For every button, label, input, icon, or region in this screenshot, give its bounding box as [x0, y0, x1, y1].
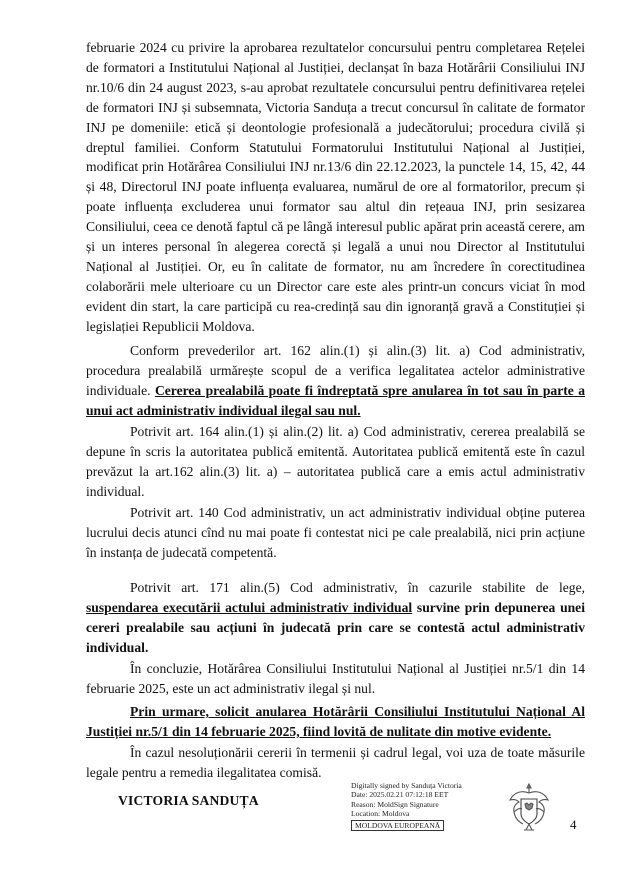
paragraph-request: Prin urmare, solicit anularea Hotărârii Consiliului Institutului Național Al Justiției nr.5/1 din 14 februarie 2025, fiind lovită de nulitate din motive evidente. — [86, 704, 585, 739]
paragraph-text: Potrivit art. 171 alin.(5) Cod administrativ, în cazurile stabilite de lege, — [130, 580, 585, 595]
paragraph-competition-context: februarie 2024 cu privire la aprobarea rezultatelor concursului pentru completarea Rețelei de formatori a Institutului Național al Justiției, declanșat în baza Hotărârii Consiliului INJ nr.10/6 din 24 august 2023, s-au aprobat rezultatele concursului pentru definitivarea rețelei de formatori INJ și subsemnata, Victoria Sanduța a trecut concursul în calitate de formator INJ pe domeniile: etică și deontologie profesională a judecătorului; procedura civilă și dreptul familiei. Conform Statutului Formatorului Institutului Național al Justiției, modificat prin Hotărârea Consiliului INJ nr.13/6 din 22.12.2023, la punctele 14, 15, 42, 44 și 48, Directorul INJ poate influența evaluarea, numărul de ore al formatorilor, precum și poate influența excluderea unui formator sau altul din rețeaua INJ, prin sesizarea Consiliului, ceea ce denotă faptul că pe lângă interesul public apărat prin această cerere, am și un interes personal în alegerea corectă și legală a unui nou Director al Institutului Național al Justiției. Or, eu în calitate de formator, nu am încredere în corectitudinea colaborării mele ulterioare cu un Director care este ales printr-un concurs viciat în mod evident din start, la care participă cu rea-credință sau din ignoranță gravă a Constituției și legislației Republicii Moldova. — [86, 40, 585, 334]
paragraph-art-164: Potrivit art. 164 alin.(1) și alin.(2) lit. a) Cod administrativ, cererea prealabilă se depune în scris la autoritatea publică emitentă. Autoritatea publică emitentă este în cazul prevăzut la art.162 alin.(3) lit. a) – autoritatea publică care a emis actul administrativ individual. — [86, 424, 585, 499]
emphasis-underlined: suspendarea executării actului administrativ individual — [86, 599, 413, 615]
page-number: 4 — [570, 817, 577, 832]
paragraph-conclusion: În concluzie, Hotărârea Consiliului Institutului Național al Justiției nr.5/1 din 14 februarie 2025, este un act administrativ ilegal și nul. — [86, 661, 585, 696]
signature-location: Location: Moldova — [351, 809, 410, 819]
paragraph-remedy: În cazul nesoluționării cererii în termenii și cadrul legal, voi uza de toate măsurile legale pentru a remedia ilegalitatea comisă. — [86, 745, 585, 780]
paragraph-prior-procedure — [86, 341, 585, 421]
paragraph-text: Conform prevederilor art. 162 alin.(1) și alin.(3) lit. a) Cod administrativ, procedura prealabilă urmărește scopul de a verifica legalitatea actelor administrative individuale. — [86, 343, 585, 398]
emphasis-text: Cererea prealabilă poate fi îndreptată spre anularea în tot sau în parte a unui act administrativ individual ilegal sau nul. — [86, 382, 585, 418]
paragraph-art-171 — [86, 578, 585, 658]
signature-line: Digitally signed by Sanduța Victoria — [351, 781, 462, 790]
signer-name: VICTORIA SANDUȚA — [118, 793, 259, 808]
signature-tag: MOLDOVA EUROPEANĂ — [351, 820, 444, 831]
signature-date: Date: 2025.02.21 07:12:18 EET — [351, 790, 449, 800]
emphasis-text: survine prin depunerea unei cereri prealabile sau acțiuni în judecată prin care se contestă actul administrativ individual. — [86, 599, 585, 655]
digital-signature-block — [351, 781, 511, 831]
signature-reason: Reason: MoldSign Signature — [351, 799, 439, 809]
moldova-coat-of-arms-icon — [506, 780, 552, 836]
paragraph-art-140: Potrivit art. 140 Cod administrativ, un act administrativ individual obține puterea lucrului decis atunci cînd nu mai poate fi contestat nici pe cale prealabilă, nici prin acțiune în instanța de judecată competentă. — [86, 505, 585, 560]
